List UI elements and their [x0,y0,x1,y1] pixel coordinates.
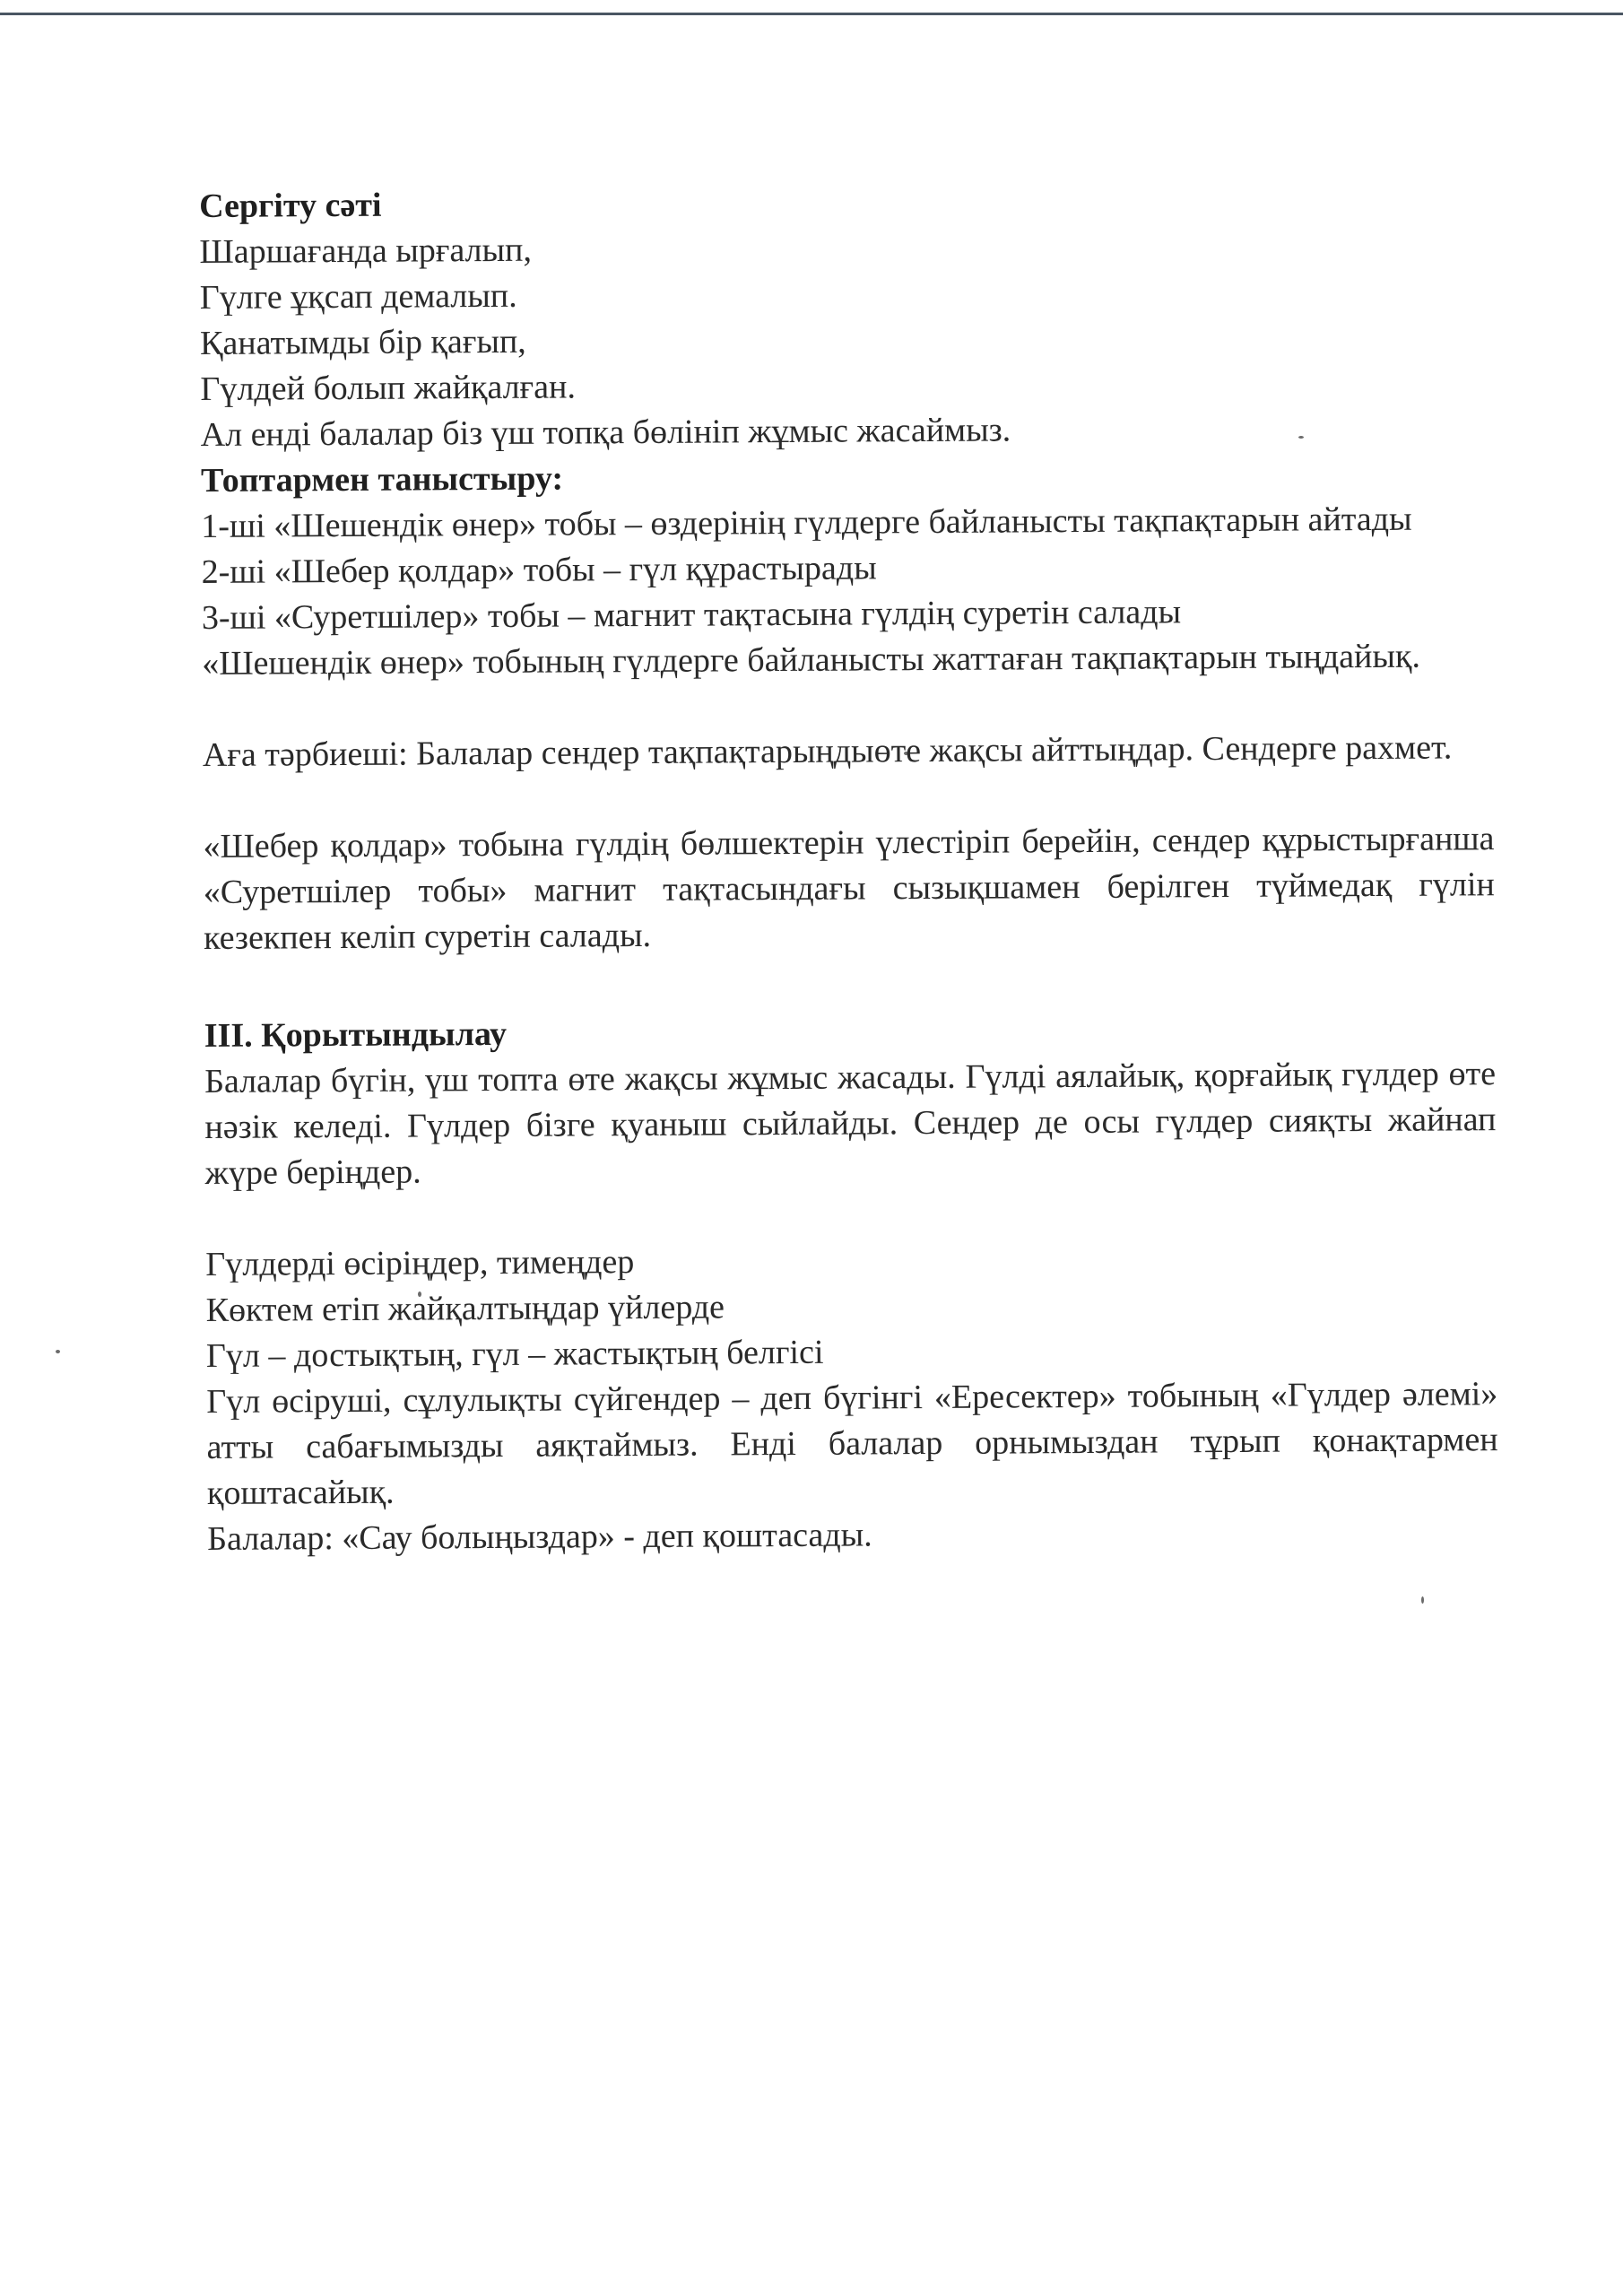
scan-speck [1421,1596,1424,1604]
masters-paragraph: «Шебер қолдар» тобына гүлдің бөлшектерін үлестіріп берейін, сендер құрыстырғанша «Суретшілер тобы» магнит тақтасындағы сызықшамен берілген түймедақ гүлін кезекпен келіп суретін салады. [203,820,1495,957]
group-three-description: 3-ші «Суретшілер» тобы – магнит тақтасына гүлдің суретін салады [201,593,1182,637]
farewell-line: Балалар: «Сау болыңыздар» - деп қоштасады. [207,1516,872,1558]
closing-paragraph: Гүл өсіруші, сұлулықты сүйгендер – деп бүгінгі «Ересектер» тобының «Гүлдер әлемі» атты сабағымызды аяқтаймыз. Енді балалар орнымыздан тұрып қонақтармен қоштасайық. [206,1375,1498,1512]
poem-line: Гүлге ұқсап демалып. [199,276,517,317]
verse-line: Гүлдерді өсіріңдер, тимеңдер [205,1243,635,1283]
poem-line: Қанатымды бір қағып, [199,322,526,362]
scan-speck [56,1350,60,1353]
section-title-conclusion: ІІІ. Қорытындылау [204,1014,508,1055]
verse-line: Гүл – достықтың, гүл – жастықтың белгісі [205,1333,824,1375]
scan-top-edge [0,13,1623,15]
group-two-description: 2-ші «Шебер қолдар» тобы – гүл құрастырады [201,549,877,591]
groups-intro: Ал енді балалар біз үш топқа бөлініп жұмыс жасаймыз. [200,411,1011,454]
poem-line: Гүлдей болып жайқалған. [200,368,577,408]
conclusion-paragraph: Балалар бүгін, үш топта өте жақсы жұмыс жасады. Гүлді аялайық, қорғайық гүлдер өте нәзік келеді. Гүлдер бізге қуаныш сыйлайды. Сендер де осы гүлдер сияқты жайнап жүре беріңдер. [204,1055,1497,1192]
section-title-exercise: Сергіту сәті [199,186,382,225]
poem-line: Шаршағанда ырғалып, [199,230,533,271]
listen-paragraph: «Шешендік өнер» тобының гүлдерге байланысты жаттаған тақпақтарын тыңдайық. [202,637,1421,683]
section-title-groups: Топтармен таныстыру: [200,459,564,500]
group-one-description: 1-ші «Шешендік өнер» тобы – өздерінің гүлдерге байланысты тақпақтарын айтады [201,500,1412,545]
document-body [199,176,1498,1562]
verse-line: Көктем етіп жайқалтыңдар үйлерде [205,1288,725,1329]
teacher-remark: Аға тәрбиеші: Балалар сендер тақпақтарыңдыөте жақсы айттыңдар. Сендерге рахмет. [202,728,1453,774]
